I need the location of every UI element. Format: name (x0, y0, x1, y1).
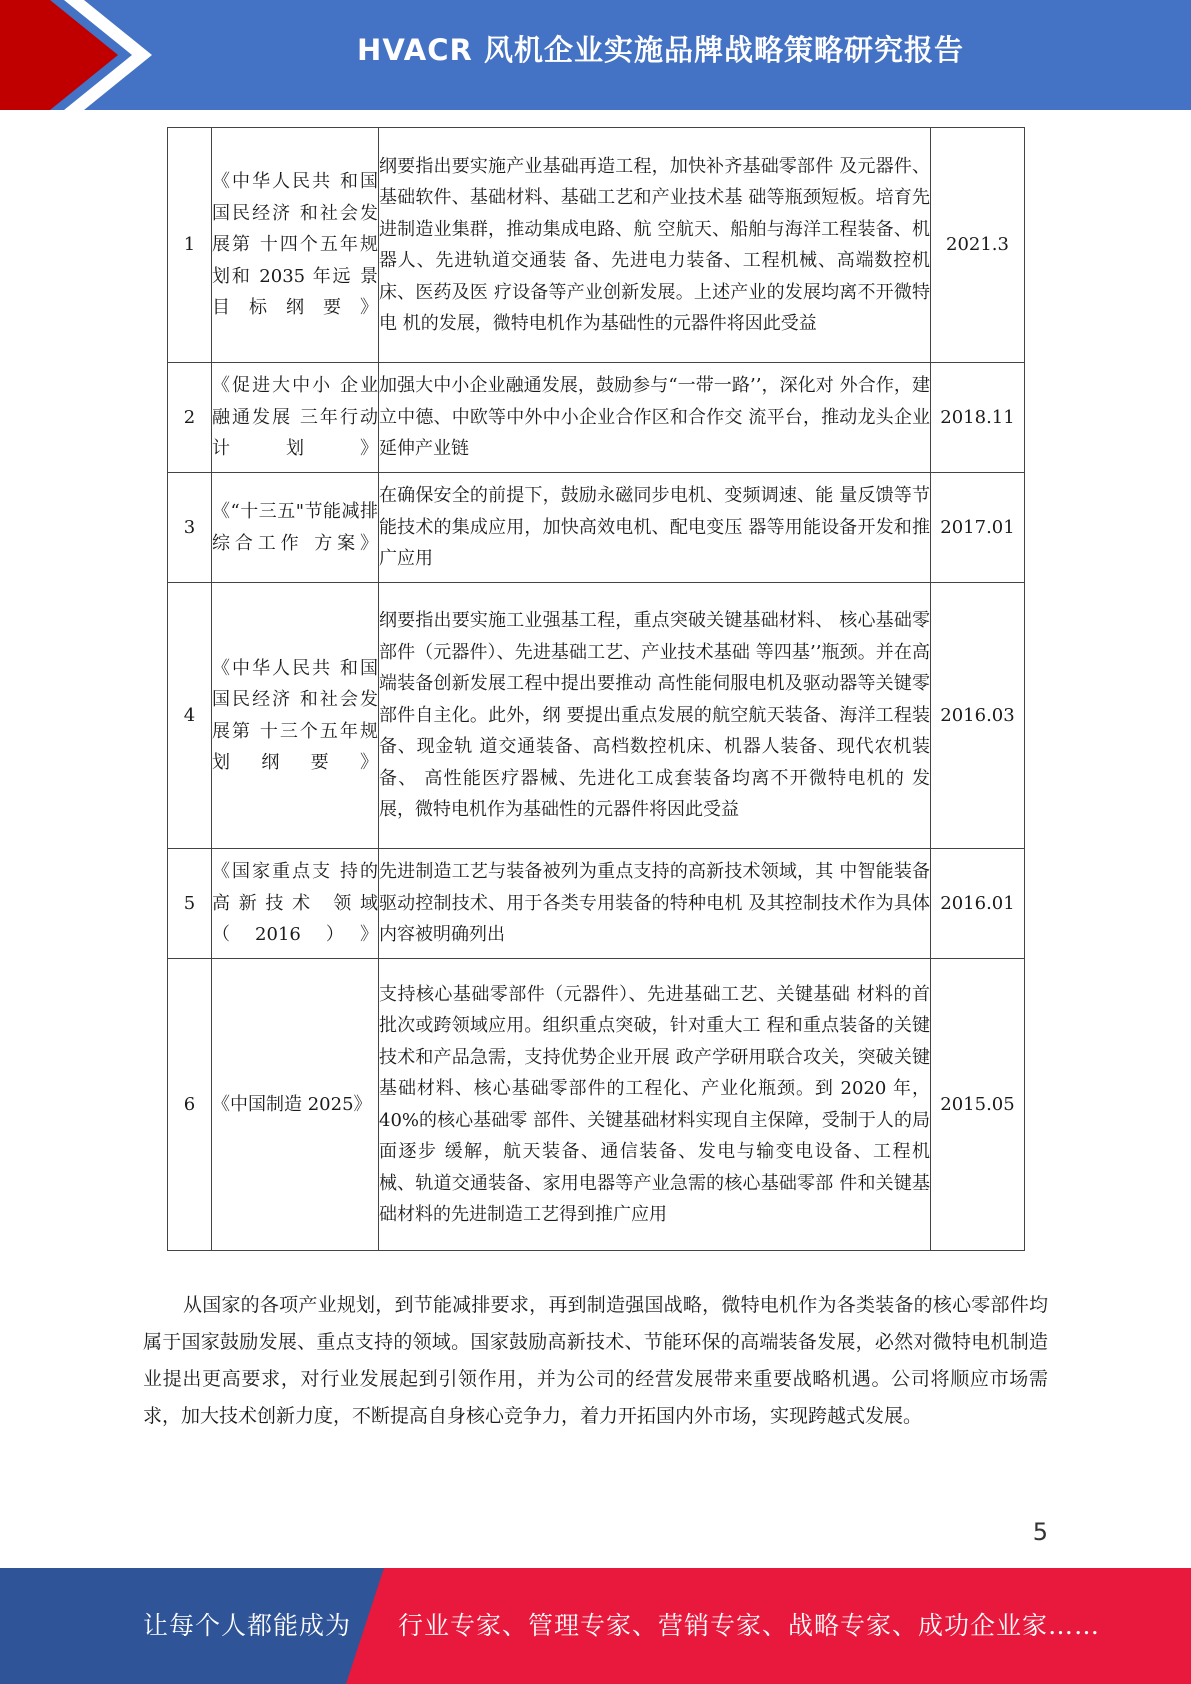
policy-table (167, 127, 1025, 1251)
policy-content: 纲要指出要实施工业强基工程，重点突破关键基础材料、 核心基础零部件（元器件）、先进基础工艺、产业技术基础 等四基’’瓶颈。并在高端装备创新发展工程中提出要推动 高性能伺服电机及驱动器等关键零部件自主化。此外，纲 要提出重点发展的航空航天装备、海洋工程装备、现金轨 道交通装备、高档数控机床、机器人装备、现代农机装备、 高性能医疗器械、先进化工成套装备均离不开微特电机的 发展，微特电机作为基础性的元器件将因此受益 (379, 583, 931, 849)
table-row (168, 959, 1025, 1251)
policy-content: 先进制造工艺与装备被列为重点支持的高新技术领域，其 中智能装备驱动控制技术、用于各类专用装备的特种电机 及其控制技术作为具体内容被明确列出 (379, 849, 931, 959)
policy-name: 《“十三五"节能减排综合工作 方案》 (212, 473, 379, 583)
policy-content: 支持核心基础零部件（元器件）、先进基础工艺、关键基础 材料的首批次或跨领域应用。组织重点突破，针对重大工 程和重点装备的关键技术和产品急需，支持优势企业开展 政产学研用联合攻关，突破关键基础材料、核心基础零部件的工程化、产业化瓶颈。到 2020 年，40%的核心基础零 部件、关键基础材料实现自主保障，受制于人的局面逐步 缓解，航天装备、通信装备、发电与输变电设备、工程机 械、轨道交通装备、家用电器等产业急需的核心基础零部 件和关键基础材料的先进制造工艺得到推广应用 (379, 959, 931, 1251)
policy-date: 2016.01 (931, 849, 1025, 959)
policy-content: 在确保安全的前提下，鼓励永磁同步电机、变频调速、能 量反馈等节能技术的集成应用，加快高效电机、配电变压 器等用能设备开发和推广应用 (379, 473, 931, 583)
table-row (168, 128, 1025, 363)
policy-date: 2017.01 (931, 473, 1025, 583)
policy-date: 2016.03 (931, 583, 1025, 849)
policy-name: 《中国制造 2025》 (212, 959, 379, 1251)
policy-name: 《国家重点支 持的高新技术 领域（2016）》 (212, 849, 379, 959)
table-row (168, 363, 1025, 473)
footer-slogan-left: 让每个人都能成为 (143, 1611, 352, 1640)
page-footer (0, 1568, 1191, 1684)
table-row (168, 849, 1025, 959)
policy-date: 2015.05 (931, 959, 1025, 1251)
table-row (168, 583, 1025, 849)
page-header (0, 0, 1191, 110)
report-title: HVACR 风机企业实施品牌战略策略研究报告 (357, 33, 964, 67)
policy-name: 《中华人民共 和国国民经济 和社会发展第 十四个五年规 划和 2035 年远 景目标纲要》 (212, 128, 379, 363)
row-index: 1 (168, 128, 212, 363)
row-index: 4 (168, 583, 212, 849)
policy-content: 纲要指出要实施产业基础再造工程，加快补齐基础零部件 及元器件、基础软件、基础材料、基础工艺和产业技术基 础等瓶颈短板。培育先进制造业集群，推动集成电路、航 空航天、船舶与海洋工程装备、机器人、先进轨道交通装 备、先进电力装备、工程机械、高端数控机床、医药及医 疗设备等产业创新发展。上述产业的发展均离不开微特电 机的发展，微特电机作为基础性的元器件将因此受益 (379, 128, 931, 363)
policy-name: 《促进大中小 企业融通发展 三年行动计划》 (212, 363, 379, 473)
row-index: 3 (168, 473, 212, 583)
table-row (168, 473, 1025, 583)
summary-paragraph: 从国家的各项产业规划，到节能减排要求，再到制造强国战略，微特电机作为各类装备的核心零部件均属于国家鼓励发展、重点支持的领域。国家鼓励高新技术、节能环保的高端装备发展，必然对微特电机制造业提出更高要求，对行业发展起到引领作用，并为公司的经营发展带来重要战略机遇。公司将顺应市场需求，加大技术创新力度，不断提高自身核心竞争力，着力开拓国内外市场，实现跨越式发展。 (143, 1294, 1048, 1427)
footer-slogan-right: 行业专家、管理专家、营销专家、战略专家、成功企业家…… (398, 1611, 1101, 1640)
row-index: 5 (168, 849, 212, 959)
policy-content: 加强大中小企业融通发展，鼓励参与“一带一路’’，深化对 外合作，建立中德、中欧等中外中小企业合作区和合作交 流平台，推动龙头企业延伸产业链 (379, 363, 931, 473)
policy-date: 2018.11 (931, 363, 1025, 473)
policy-name: 《中华人民共 和国国民经济 和社会发展第 十三个五年规 划纲要》 (212, 583, 379, 849)
row-index: 6 (168, 959, 212, 1251)
page-number: 5 (1032, 1518, 1048, 1546)
policy-date: 2021.3 (931, 128, 1025, 363)
row-index: 2 (168, 363, 212, 473)
